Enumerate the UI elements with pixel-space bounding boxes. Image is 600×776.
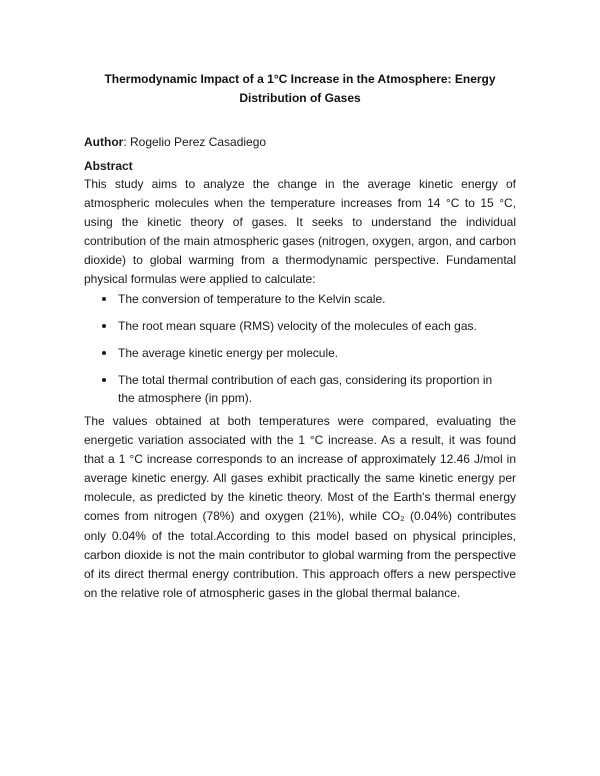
bullet-icon xyxy=(102,378,106,382)
list-item-text: The root mean square (RMS) velocity of the molecules of each gas. xyxy=(118,319,477,333)
list-item xyxy=(84,317,516,335)
abstract-paragraph-1: This study aims to analyze the change in the average kinetic energy of atmospheric molecules when the temperature increases from 14 °C to 15 °C, using the kinetic theory of gases. It seeks to understand the individual contribution of the main atmospheric gases (nitrogen, oxygen, argon, and carbon dioxide) to global warming from a thermodynamic perspective. Fundamental physical formulas were applied to calculate: xyxy=(84,177,516,287)
list-item xyxy=(84,290,516,308)
list-item-text: The average kinetic energy per molecule. xyxy=(118,346,339,360)
bullet-icon xyxy=(102,351,106,355)
list-item xyxy=(84,344,516,362)
list-item xyxy=(84,371,516,407)
bullet-icon xyxy=(102,297,106,301)
calculation-list xyxy=(84,290,516,416)
abstract-paragraph-2: The values obtained at both temperatures were compared, evaluating the energetic variation associated with the 1 °C increase. As a result, it was found that a 1 °C increase corresponds to an increase of approximately 12.46 J/mol in average kinetic energy. All gases exhibit practically the same kinetic energy per molecule, as predicted by the kinetic theory. Most of the Earth's thermal energy comes from nitrogen (78%) and oxygen (21%), while CO₂ (0.04%) contributes only 0.04% of the total.According to this model based on physical principles, carbon dioxide is not the main contributor to global warming from the perspective of its direct thermal energy contribution. This approach offers a new perspective on the relative role of atmospheric gases in the global thermal balance. xyxy=(84,414,516,600)
bullet-icon xyxy=(102,324,106,328)
author-label: Author xyxy=(84,135,124,149)
list-item-text: The conversion of temperature to the Kelvin scale. xyxy=(118,292,386,306)
author-name: : Rogelio Perez Casadiego xyxy=(123,135,267,149)
list-item-text: The total thermal contribution of each gas, considering its proportion in the atmosphere (in ppm). xyxy=(118,373,493,405)
author-line xyxy=(84,133,516,151)
paper-title: Thermodynamic Impact of a 1°C Increase in the Atmosphere: Energy Distribution of Gases xyxy=(104,72,496,105)
abstract-heading: Abstract xyxy=(84,159,133,173)
